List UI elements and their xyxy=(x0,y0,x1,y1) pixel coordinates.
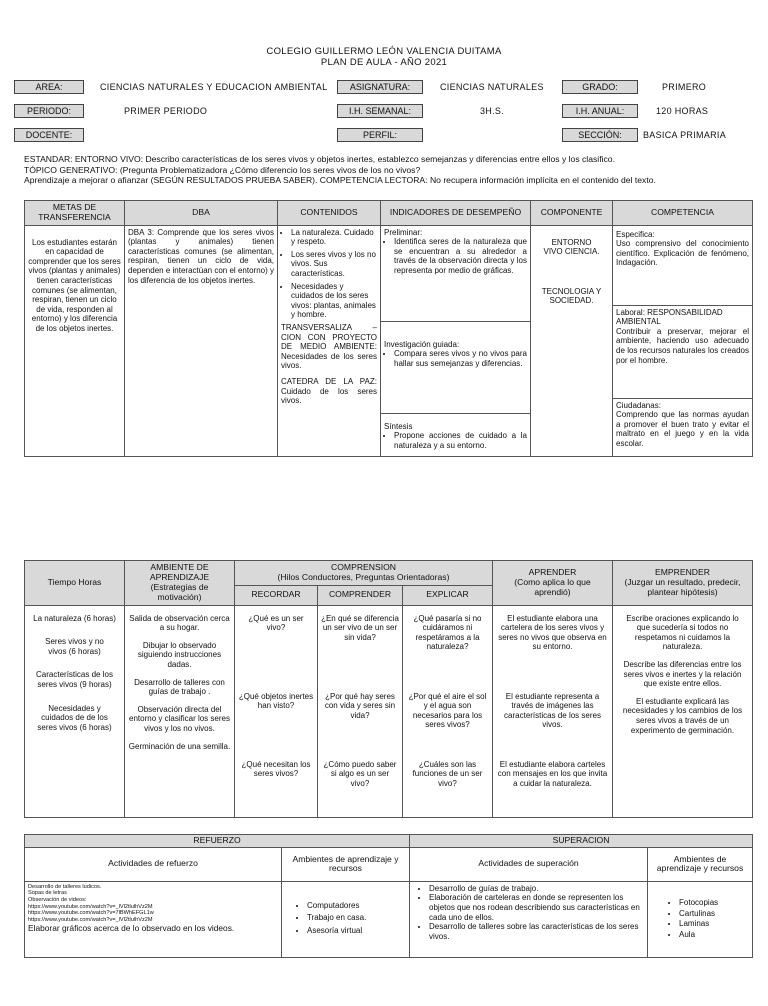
ambiente-cell xyxy=(125,605,235,817)
list-item: • Fotocopias xyxy=(679,898,749,908)
ciudadanas-title: Ciudadanas: xyxy=(616,400,661,410)
planning-table xyxy=(24,200,753,457)
superacion-cell xyxy=(410,881,648,957)
list-item: Observación de videos: xyxy=(28,896,87,903)
comprension-table xyxy=(24,560,753,818)
recordar-cell xyxy=(235,605,318,817)
guiada-title: Investigación guiada: xyxy=(384,339,460,349)
col-competencia: COMPETENCIA xyxy=(613,201,753,226)
list-item: ¿Qué objetos inertes han visto? xyxy=(238,691,314,711)
standard-line: ESTANDAR: ENTORNO VIVO: Describo características de los seres vivos y objetos inertes, establezco semejanzas y diferencias entre ellos y los clasifico. xyxy=(24,154,615,164)
list-item: • Computadores xyxy=(307,901,406,911)
list-item: El estudiante elabora una cartelera de los seres vivos y seres no vivos que observa en su entorno. xyxy=(498,613,607,652)
ih-semanal-value: 3H.S. xyxy=(480,106,505,116)
topico-line: TÓPICO GENERATIVO: (Pregunta Problematizadora ¿Cómo diferencio los seres vivos de los no vivos? xyxy=(24,164,421,175)
recursos-superacion-cell xyxy=(648,881,753,957)
list-item: Seres vivos y no vivos (6 horas) xyxy=(45,637,104,656)
indicadores-cell xyxy=(381,225,531,456)
col-amb-superacion: Ambientes de aprendizaje y recursos xyxy=(648,847,753,881)
laboral-text: Contribuir a preservar, mejorar el ambiente, haciendo uso adecuado de los recursos naturales los creados por el hombre. xyxy=(616,326,749,365)
preliminar-title: Preliminar: xyxy=(384,227,423,237)
periodo-value: PRIMER PERIODO xyxy=(124,106,208,116)
contenidos-list xyxy=(281,228,377,320)
video-link[interactable]: https://www.youtube.com/watch?v=7lBWhEFGL1w xyxy=(28,910,154,917)
list-item: Desarrollo de talleres con guías de trabajo . xyxy=(134,677,225,697)
list-item: Características de los seres vivos (9 horas) xyxy=(36,670,113,689)
area-value: CIENCIAS NATURALES Y EDUCACION AMBIENTAL xyxy=(100,82,328,92)
list-item: ¿Cómo puedo saber si algo es un ser vivo? xyxy=(323,759,397,788)
list-item: Germinación de una semilla. xyxy=(128,741,231,751)
emprender-cell xyxy=(613,605,753,817)
list-item: El estudiante representa a través de imágenes las características de los seres vivos. xyxy=(504,691,601,730)
ih-semanal-label: I.H. SEMANAL: xyxy=(337,104,423,118)
standard-block xyxy=(24,154,752,186)
tiempo-cell xyxy=(25,605,125,817)
refuerzo-cell xyxy=(25,881,282,957)
list-item: • Compara seres vivos y no vivos para hallar sus semejanzas y diferencias. xyxy=(394,349,527,368)
seccion-label: SECCIÓN: xyxy=(562,128,638,142)
list-item: • Desarrollo de guías de trabajo. xyxy=(429,884,644,894)
comprender-cell xyxy=(318,605,403,817)
list-item: • Identifica seres de la naturaleza que se encuentran a su alrededor a través de la observación directa y los representa por medio de gráficas. xyxy=(394,237,527,275)
aprender-subtitle: (Como aplica lo que aprendió) xyxy=(514,576,591,597)
list-item: ¿Por qué el aire el sol y el agua son necesarios para los seres vivos? xyxy=(408,691,487,730)
col-act-refuerzo: Actividades de refuerzo xyxy=(25,847,282,881)
componente-tecnologia: TECNOLOGIA Y SOCIEDAD. xyxy=(541,286,602,306)
explicar-cell xyxy=(403,605,493,817)
list-item: Salida de observación cerca a su hogar. xyxy=(129,613,230,633)
list-item: • Desarrollo de talleres sobre las características de los seres vivos. xyxy=(429,922,644,941)
comprension-title: COMPRENSION xyxy=(331,562,396,572)
list-item: • Cartulinas xyxy=(679,909,749,919)
refuerzo-header: REFUERZO xyxy=(25,835,410,848)
perfil-label: PERFIL: xyxy=(337,128,423,142)
list-item: • La naturaleza. Cuidado y respeto. xyxy=(291,228,377,247)
col-comprension xyxy=(235,561,493,586)
col-explicar: EXPLICAR xyxy=(403,585,493,605)
list-item: • Necesidades y cuidados de los seres vivos: plantas, animales y hombre. xyxy=(291,282,377,320)
ciudadanas-text: Comprendo que las normas ayudan a promover el buen trato y evitar el maltrato en el juego y en la vida escolar. xyxy=(616,410,749,448)
list-item: Observación directa del entorno y clasificar los seres vivos y los no vivos. xyxy=(129,704,230,733)
laboral-title: Laboral: RESPONSABILIDAD AMBIENTAL xyxy=(616,307,723,327)
list-item: Escribe oraciones explicando lo que sucedería si todos no respetamos ni cuidamos la naturaleza. xyxy=(626,613,739,652)
aprender-cell xyxy=(493,605,613,817)
especifica-title: Especifica: xyxy=(616,229,655,239)
refuerzo-superacion-table xyxy=(24,834,753,958)
sintesis-section xyxy=(381,413,530,456)
list-item: ¿Por qué hay seres con vida y seres sin vida? xyxy=(324,691,396,720)
transversal-text: TRANSVERSALIZA – CION CON PROYECTO DE MEDIO AMBIENTE: Necesidades de los seres vivos. xyxy=(281,322,377,371)
video-link[interactable]: https://www.youtube.com/watch?v=_lVl2tlulhVz2M xyxy=(28,903,153,910)
metas-cell: Los estudiantes estarán en capacidad de comprender que los seres vivos (plantas y animales) tienen características comunes (se alimentan, respiran, tienen un ciclo de vida, responden al entorno) y los diferencia de los objetos inertes. xyxy=(25,225,125,456)
col-emprender xyxy=(613,561,753,606)
especifica-section xyxy=(613,226,752,305)
emprender-title: EMPRENDER xyxy=(655,567,710,578)
list-item: El estudiante elabora carteles con mensajes en los que invita a cuidar la naturaleza. xyxy=(497,759,608,788)
col-act-superacion: Actividades de superación xyxy=(410,847,648,881)
grado-label: GRADO: xyxy=(562,80,638,94)
col-dba: DBA xyxy=(125,201,278,226)
ih-anual-label: I.H. ANUAL: xyxy=(562,104,638,118)
asignatura-value: CIENCIAS NATURALES xyxy=(440,82,544,92)
aprender-title: APRENDER xyxy=(528,567,577,578)
list-item: • Los seres vivos y los no vivos. Sus características. xyxy=(291,250,377,279)
componente-cell xyxy=(531,225,613,456)
list-item: • Propone acciones de cuidado a la naturaleza y a su entorno. xyxy=(394,431,527,450)
list-item: ¿Cuáles son las funciones de un ser vivo? xyxy=(412,759,483,788)
asignatura-label: ASIGNATURA: xyxy=(337,80,423,94)
refuerzo-main-text: Elaborar gráficos acerca de lo observado en los videos. xyxy=(28,923,235,934)
comprension-subtitle: (Hilos Conductores, Preguntas Orientadoras) xyxy=(277,571,450,582)
aprendizaje-line: Aprendizaje a mejorar o afianzar (SEGÚN RESULTADOS PRUEBA SABER). COMPETENCIA LECTORA: No recupera información implícita en el contenido del texto. xyxy=(24,175,656,185)
catedra-text: CATEDRA DE LA PAZ: Cuidado de los seres vivos. xyxy=(281,376,377,406)
sintesis-title: Síntesis xyxy=(384,421,413,431)
list-item: La naturaleza (6 horas) xyxy=(33,613,116,623)
list-item: Describe las diferencias entre los seres vivos e inertes y la relación que existe entre ellos. xyxy=(623,659,742,689)
ambiente-title: AMBIENTE DE APRENDIZAJE xyxy=(149,562,210,582)
list-item: • Laminas xyxy=(679,919,749,929)
col-metas: METAS DE TRANSFERENCIA xyxy=(25,201,125,226)
list-item: • Aula xyxy=(679,930,749,940)
school-title: COLEGIO GUILLERMO LEÓN VALENCIA DUITAMA xyxy=(266,46,502,57)
col-indicadores: INDICADORES DE DESEMPEÑO xyxy=(381,201,531,226)
list-item: • Trabajo en casa. xyxy=(307,913,406,923)
video-link[interactable]: https://www.youtube.com/watch?v=_lVl2tlulhVz2M xyxy=(28,916,153,923)
list-item: Dibujar lo observado siguiendo instrucciones dadas. xyxy=(137,640,222,669)
recursos-refuerzo-cell xyxy=(282,881,410,957)
periodo-label: PERIODO: xyxy=(14,104,84,118)
competencia-cell xyxy=(613,225,753,456)
list-item: ¿Qué pasaría si no cuidáramos ni respetáramos a la naturaleza? xyxy=(413,613,482,652)
list-item: ¿Qué es un ser vivo? xyxy=(248,613,304,633)
preliminar-section xyxy=(381,226,530,321)
list-item: • Asesoría virtual xyxy=(307,926,406,936)
list-item: ¿En qué se diferencia un ser vivo de un ser sin vida? xyxy=(321,613,399,642)
ih-anual-value: 120 HORAS xyxy=(656,106,709,116)
col-aprender xyxy=(493,561,613,606)
list-item: • Elaboración de carteleras en donde se representen los objetos que nos rodean describiendo sus características en cada uno de ellos. xyxy=(429,893,644,922)
col-comprender: COMPRENDER xyxy=(318,585,403,605)
ciudadanas-section xyxy=(613,398,752,451)
col-ambiente xyxy=(125,561,235,606)
col-componente: COMPONENTE xyxy=(531,201,613,226)
list-item: Desarrollo de talleres ludicos. xyxy=(28,883,102,890)
list-item: Sopas de letras xyxy=(28,890,67,897)
grado-value: PRIMERO xyxy=(662,82,707,92)
superacion-header: SUPERACION xyxy=(410,835,753,848)
col-contenidos: CONTENIDOS xyxy=(278,201,381,226)
laboral-section xyxy=(613,305,752,398)
emprender-subtitle: (Juzgar un resultado, predecir, plantear hipótesis) xyxy=(624,576,741,597)
contenidos-cell xyxy=(278,225,381,456)
list-item: El estudiante explicará las necesidades y los cambios de los seres vivos a través de un experimento de germinación. xyxy=(622,696,743,735)
area-label: AREA: xyxy=(14,80,84,94)
dba-cell: DBA 3: Comprende que los seres vivos (plantas y animales) tienen características comunes (se alimentan, respiran, tienen un ciclo de vida, dependen e interactúan con el entorno) y los diferencia de los objetos inertes. xyxy=(125,225,278,456)
componente-entorno: ENTORNO VIVO CIENCIA. xyxy=(543,237,600,257)
ambiente-subtitle: (Estrategias de motivación) xyxy=(150,581,209,602)
seccion-value: BASICA PRIMARIA xyxy=(643,130,727,140)
list-item: ¿Qué necesitan los seres vivos? xyxy=(241,759,311,779)
especifica-text: Uso comprensivo del conocimiento científico. Explicación de fenómeno, Indagación. xyxy=(616,239,749,268)
col-recordar: RECORDAR xyxy=(235,585,318,605)
list-item: Necesidades y cuidados de de los seres vivos (6 horas) xyxy=(37,703,112,732)
col-amb-refuerzo: Ambientes de aprendizaje y recursos xyxy=(282,847,410,881)
col-tiempo: Tiempo Horas xyxy=(25,561,125,606)
guiada-section xyxy=(381,321,530,413)
plan-title: PLAN DE AULA - AÑO 2021 xyxy=(320,57,448,68)
docente-label: DOCENTE: xyxy=(14,128,84,142)
